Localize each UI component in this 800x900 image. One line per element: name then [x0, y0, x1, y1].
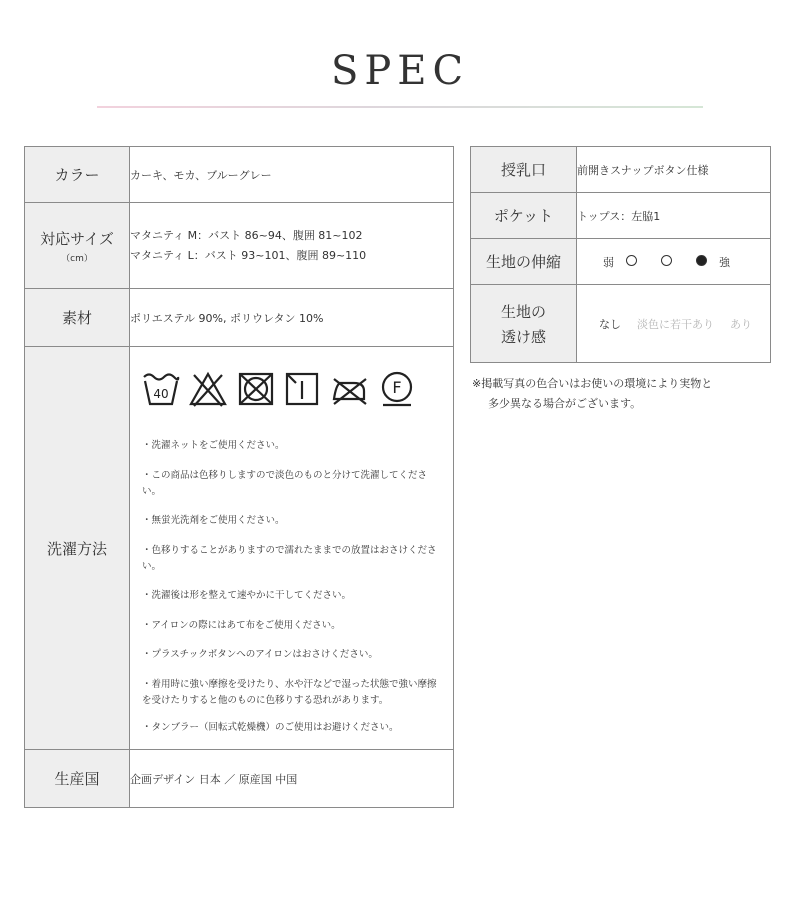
stretch-dots	[614, 255, 719, 269]
title-divider	[97, 106, 703, 108]
size-unit: （cm）	[61, 253, 93, 264]
iron-low-icon	[328, 371, 370, 407]
color-label: カラー	[25, 147, 130, 203]
row-wash	[25, 347, 454, 750]
row-material	[25, 289, 454, 347]
origin-label: 生産国	[25, 750, 130, 808]
stretch-value	[577, 239, 771, 285]
sheer-label-cell	[471, 285, 577, 363]
pocket-value: トップス：左脇1	[577, 193, 771, 239]
material-value: ポリエステル 90%, ポリウレタン 10%	[130, 289, 454, 347]
page-title: SPEC	[330, 48, 470, 94]
wash-value	[130, 347, 454, 750]
size-l: マタニティ L：バスト 93~101、腹囲 89~110	[130, 248, 367, 262]
wash-label: 洗濯方法	[25, 347, 130, 750]
row-size	[25, 203, 454, 289]
stretch-label: 生地の伸縮	[471, 239, 577, 285]
wash-note: ・アイロンの際にはあて布をご使用ください。	[142, 619, 341, 631]
row-color	[25, 147, 454, 203]
disclaimer-line1: ※掲載写真の色合いはお使いの環境により実物と	[472, 377, 713, 390]
color-disclaimer	[472, 374, 772, 414]
wash-note: ・洗濯後は形を整えて速やかに干してください。	[142, 590, 352, 601]
stretch-scale	[603, 254, 770, 270]
line-dry-icon	[284, 371, 320, 407]
sheer-label-line2: 透け感	[500, 327, 546, 346]
wash-note: ・色移りすることがありますので濡れたままでの放置はおさけください。	[142, 544, 437, 572]
no-tumble-dry-icon	[236, 371, 276, 407]
wash-note: ・着用時に強い摩擦を受けたり、水や汗などで湿った状態で強い摩擦を受けたりすると他のものに色移りする恐れがあります。	[142, 678, 437, 706]
wash-40-icon	[142, 371, 180, 407]
sheer-options	[599, 316, 770, 332]
stretch-weak-label: 弱	[603, 255, 614, 269]
wash-temp-text: 40	[153, 387, 169, 401]
row-sheer	[471, 285, 771, 363]
wash-note: ・タンブラー（回転式乾燥機）のご使用はお避けください。	[142, 721, 399, 733]
pocket-label: ポケット	[471, 193, 577, 239]
stretch-level-1	[626, 255, 637, 266]
wash-note: ・この商品は色移りしますので淡色のものと分けて洗濯してください。	[142, 469, 428, 497]
spec-table-side	[470, 146, 771, 363]
wash-notes	[142, 438, 445, 736]
size-m: マタニティ M：バスト 86~94、腹囲 81~102	[130, 228, 363, 242]
dry-clean-f-icon	[378, 370, 416, 408]
origin-value: 企画デザイン 日本 ／ 原産国 中国	[130, 750, 454, 808]
sheer-value	[577, 285, 771, 363]
row-nursing	[471, 147, 771, 193]
size-label: 対応サイズ	[40, 229, 114, 248]
sheer-option-0: なし	[599, 317, 621, 331]
size-label-cell	[25, 203, 130, 289]
disclaimer-line2: 多少異なる場合がございます。	[488, 397, 642, 410]
care-icons	[142, 370, 445, 408]
spec-table-main	[24, 146, 454, 808]
sheer-label-line1: 生地の	[500, 302, 546, 321]
nursing-label: 授乳口	[471, 147, 577, 193]
row-origin	[25, 750, 454, 808]
row-pocket	[471, 193, 771, 239]
row-stretch	[471, 239, 771, 285]
dry-clean-letter: F	[392, 378, 402, 397]
stretch-level-2	[661, 255, 672, 266]
stretch-level-3	[696, 255, 707, 266]
wash-note: ・無蛍光洗剤をご使用ください。	[142, 515, 285, 526]
stretch-strong-label: 強	[719, 255, 730, 269]
no-bleach-icon	[188, 371, 228, 407]
nursing-value: 前開きスナップボタン仕様	[577, 147, 771, 193]
material-label: 素材	[25, 289, 130, 347]
wash-note: ・洗濯ネットをご使用ください。	[142, 440, 285, 451]
wash-note: ・プラスチックボタンへのアイロンはおさけください。	[142, 649, 378, 660]
size-value	[130, 203, 454, 289]
sheer-option-1: 淡色に若干あり	[637, 317, 714, 331]
sheer-option-2: あり	[730, 317, 752, 331]
color-value: カーキ、モカ、ブルーグレー	[130, 147, 454, 203]
